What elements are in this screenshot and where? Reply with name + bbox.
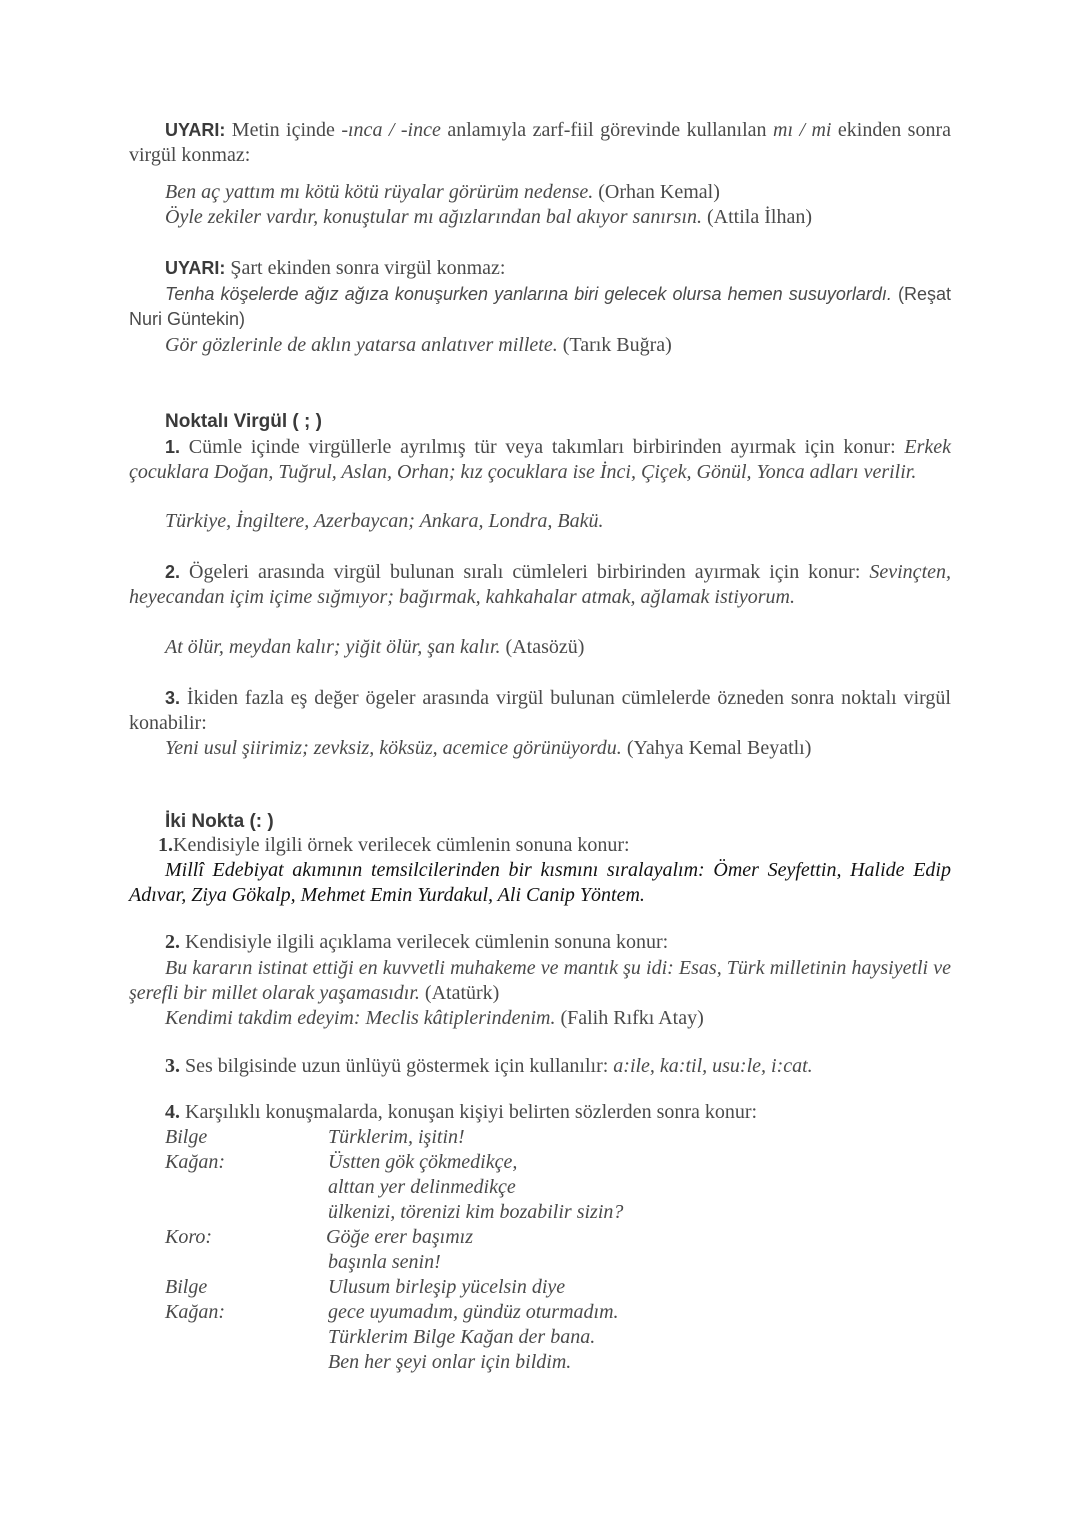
text-segment: ekinden sonra virgül konmaz: [129,119,951,166]
example-milli-edebiyat [129,858,951,908]
text-segment: Metin içinde [231,119,342,141]
dialogue-text: Türklerim, işitin! [328,1126,465,1148]
dialogue-text: Göğe erer başımız [326,1226,474,1248]
dialogue-text: Ulusum birleşip yücelsin diye [328,1276,566,1298]
rule-1-iki-nokta [129,833,951,858]
text-segment: mı / mi [773,119,832,141]
example-resat-nuri [129,282,951,332]
text-segment: 2. [165,931,185,953]
example-ataturk [129,956,951,1006]
text-segment: (Atatürk) [419,982,500,1004]
text-segment: Yeni usul şiirimiz; zevksiz, köksüz, acemice görünüyordu. [165,737,622,759]
dialogue-text: başınla senin! [328,1251,441,1273]
example-turkiye [129,509,951,534]
rule-1-noktali-virgul [129,435,951,485]
dialogue-text: Üstten gök çökmedikçe, [328,1151,518,1173]
example-atasozu [129,635,951,660]
example-orhan-kemal [129,180,951,205]
dialogue-speaker: Bilge Kağan: [165,1126,225,1173]
text-segment: (Attila İlhan) [702,206,812,228]
text-segment: Türkiye, İngiltere, Azerbaycan; Ankara, Londra, Bakü. [165,510,604,532]
text-segment: Cümle içinde virgüllerle ayrılmış tür veya takımları birbirinden ayırmak için konur: [188,436,905,458]
text-segment: Millî Edebiyat akımının temsilcilerinden bir kısmını sıralayalım: Ömer Seyfettin, Halide Edip Adıvar, Ziya Gökalp, Mehmet Emin Yurdakul, Ali Canip Yöntem. [129,859,951,906]
text-segment: UYARI: [165,120,232,140]
heading-noktali-virgul [129,409,951,434]
text-segment: (Reşat Nuri Güntekin) [129,284,951,329]
dialogue-text: Ben her şeyi onlar için bildim. [328,1351,572,1373]
text-segment: Bu kararın istinat ettiği en kuvvetli muhakeme ve mantık şu idi: Esas, Türk milletinin haysiyetli ve şerefli bir millet olarak yaşamasıdır. [129,957,951,1004]
warning-paragraph-mi [129,118,951,168]
text-segment: İki Nokta (: ) [165,811,274,832]
text-segment: Şart ekinden sonra virgül konmaz: [230,257,506,279]
text-segment: -ınca / -ince [341,119,441,141]
text-segment: Karşılıklı konuşmalarda, konuşan kişiyi belirten sözlerden sonra konur: [185,1101,758,1123]
dialogue-speaker: Bilge Kağan: [165,1276,225,1323]
dialogue-text: gece uyumadım, gündüz oturmadım. [328,1301,619,1323]
dialogue-text: alttan yer delinmedikçe [328,1176,516,1198]
text-segment: (Orhan Kemal) [593,181,720,203]
text-segment: Kendisiyle ilgili açıklama verilecek cümlenin sonuna konur: [185,931,669,953]
rule-2-iki-nokta [129,930,951,955]
text-segment: Kendisiyle ilgili örnek verilecek cümlenin sonuna konur: [173,834,630,856]
example-attila-ilhan [129,205,951,230]
heading-iki-nokta [129,809,951,834]
text-segment: (Tarık Buğra) [557,334,672,356]
example-yahya-kemal [129,736,951,761]
dialogue-text: Türklerim Bilge Kağan der bana. [328,1326,596,1348]
text-segment: Ses bilgisinde uzun ünlüyü göstermek için kullanılır: [185,1055,614,1077]
dialogue-speaker: Koro: [165,1226,213,1248]
text-segment: 1. [158,834,173,856]
text-segment: anlamıyla zarf-fiil görevinde kullanılan [440,119,773,141]
text-segment: İkiden fazla eş değer ögeler arasında virgül bulunan cümlelerde özneden sonra noktalı virgül konabilir: [129,687,951,734]
text-segment: Noktalı Virgül ( ; ) [165,411,322,432]
text-segment: Ögeleri arasında virgül bulunan sıralı cümleleri birbirinden ayırmak için konur: [189,561,870,583]
text-segment: 2. [165,562,189,582]
text-segment: (Falih Rıfkı Atay) [555,1007,704,1029]
text-segment: 4. [165,1101,185,1123]
text-segment: (Yahya Kemal Beyatlı) [621,737,812,759]
rule-3-iki-nokta [129,1054,951,1079]
text-segment: 3. [165,688,187,708]
text-segment: 1. [165,437,189,457]
text-segment: Gör gözlerinle de aklın yatarsa anlatıver millete. [165,334,558,356]
text-segment: a:ile, ka:til, usu:le, i:cat. [613,1055,813,1077]
rule-4-iki-nokta [129,1100,951,1125]
text-segment: Tenha köşelerde ağız ağıza konuşurken yanlarına biri gelecek olursa hemen susuyorlardı. [165,284,892,304]
text-segment: 3. [165,1055,185,1077]
text-segment: Öyle zekiler vardır, konuştular mı ağızlarından bal akıyor sanırsın. [165,206,703,228]
rule-3-noktali-virgul [129,686,951,736]
text-segment: Kendimi takdim edeyim: Meclis kâtiplerindenim. [165,1007,556,1029]
text-segment: Sevinçten, heyecandan içim içime sığmıyor; bağırmak, kahkahalar atmak, ağlamak istiyorum. [129,561,951,608]
text-segment: Ben aç yattım mı kötü kötü rüyalar görürüm nedense. [165,181,594,203]
example-tarik-bugra [129,333,951,358]
example-falih-rifki [129,1006,951,1031]
text-segment: At ölür, meydan kalır; yiğit ölür, şan kalır. [165,636,501,658]
dialogue-text: ülkenizi, törenizi kim bozabilir sizin? [328,1201,624,1223]
rule-2-noktali-virgul [129,560,951,610]
text-segment: Erkek çocuklara Doğan, Tuğrul, Aslan, Orhan; kız çocuklara ise İnci, Çiçek, Gönül, Yonca adları verilir. [129,436,952,483]
text-segment: (Atasözü) [500,636,585,658]
warning-paragraph-sart [129,256,951,281]
text-segment: UYARI: [165,258,231,278]
